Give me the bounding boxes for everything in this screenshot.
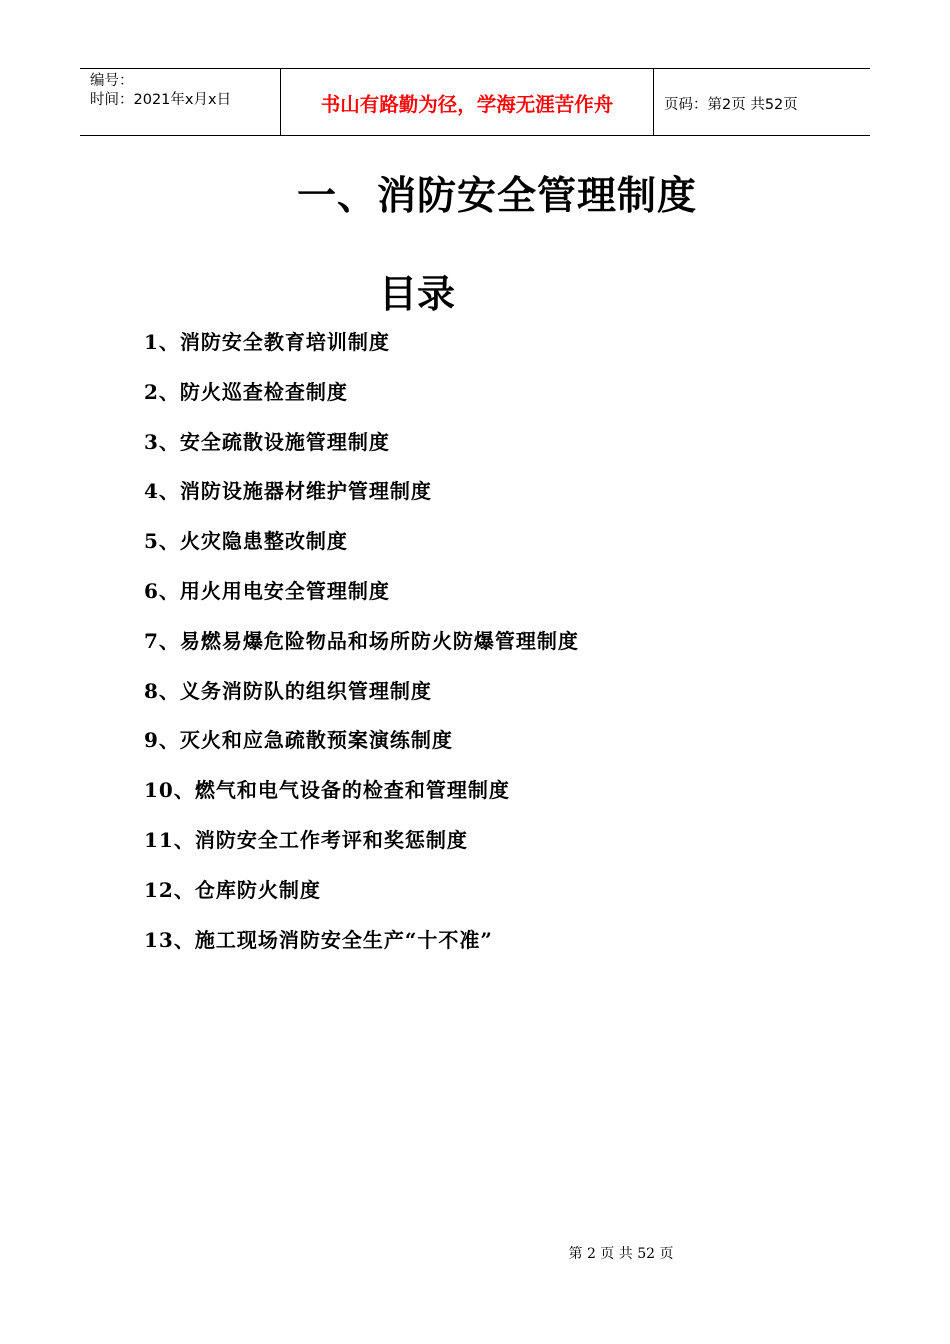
number-label: 编号： (90, 73, 134, 89)
toc-item: 6、用火用电安全管理制度 (144, 578, 390, 603)
footer-page-number: 第 2 页 共 52 页 (568, 1246, 674, 1262)
toc-list (144, 322, 579, 969)
header-page-cell (654, 69, 870, 135)
toc-item: 1、消防安全教育培训制度 (144, 330, 390, 354)
toc-item: 11、消防安全工作考评和奖惩制度 (144, 827, 468, 852)
header-meta-cell (80, 69, 281, 135)
toc-item: 10、燃气和电气设备的检查和管理制度 (144, 778, 510, 803)
page-info: 页码：第2页 共52页 (664, 96, 798, 113)
page-footer (0, 1244, 950, 1264)
toc-item: 12、仓库防火制度 (144, 877, 321, 902)
toc-item: 9、灭火和应急疏散预案演练制度 (144, 728, 453, 753)
toc-item: 8、义务消防队的组织管理制度 (144, 678, 432, 703)
header-motto-cell (281, 69, 654, 135)
time-label: 时间：2021年x月x日 (90, 92, 232, 108)
page-header (80, 68, 870, 136)
toc-heading: 目录 (378, 271, 455, 316)
motto-text: 书山有路勤为径，学海无涯苦作舟 (320, 93, 614, 116)
toc-item: 4、消防设施器材维护管理制度 (144, 479, 432, 504)
toc-item: 3、安全疏散设施管理制度 (144, 429, 390, 454)
toc-item: 13、施工现场消防安全生产“十不准” (144, 927, 493, 952)
toc-item: 7、易燃易爆危险物品和场所防火防爆管理制度 (144, 628, 579, 653)
toc-item: 5、火灾隐患整改制度 (144, 529, 348, 554)
toc-item: 2、防火巡查检查制度 (144, 379, 348, 404)
document-title: 一、消防安全管理制度 (296, 173, 697, 219)
